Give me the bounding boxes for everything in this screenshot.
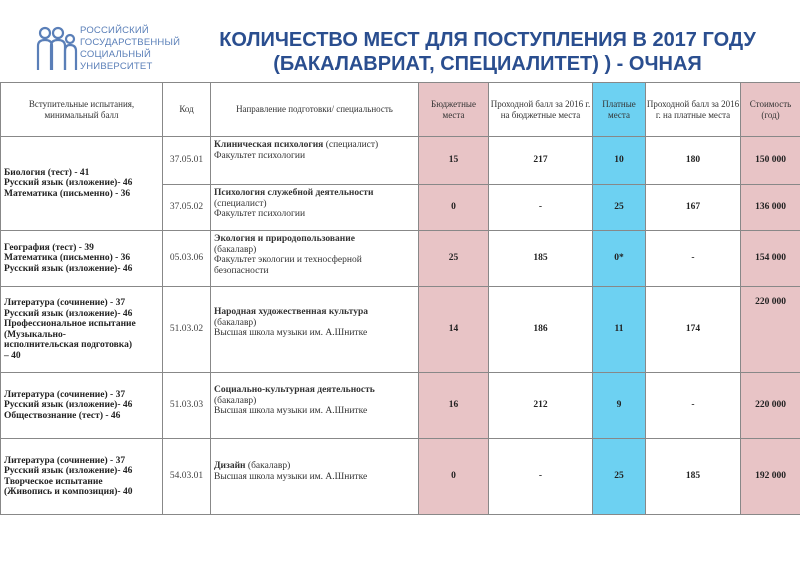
exam-cell: Литература (сочинение) - 37 Русский язык (изложение)- 46 Профессиональное испытание (Музыкально- исполнительская подготовка) – 40 (1, 287, 163, 373)
admission-table (0, 82, 800, 515)
cost-cell: 220 000 (741, 373, 800, 439)
cost-cell: 220 000 (741, 287, 800, 373)
col-paid-score: Проходной балл за 2016 г. на платные места (646, 83, 741, 137)
people-network-icon (32, 24, 82, 74)
budget-cell: 25 (419, 231, 489, 287)
table-row (1, 287, 800, 373)
col-paid: Платные места (593, 83, 646, 137)
col-cost: Стоимость (год) (741, 83, 800, 137)
budget-cell: 0 (419, 439, 489, 515)
direction-cell: Экология и природопользование (бакалавр) Факультет экологии и техносферной безопасности (211, 231, 419, 287)
code-cell: 37.05.01 (163, 137, 211, 185)
paid-cell: 0* (593, 231, 646, 287)
page-title: КОЛИЧЕСТВО МЕСТ ДЛЯ ПОСТУПЛЕНИЯ В 2017 ГОДУ (БАКАЛАВРИАТ, СПЕЦИАЛИТЕТ) ) - ОЧНАЯ (219, 29, 756, 75)
col-exams: Вступительные испытания, минимальный балл (1, 83, 163, 137)
budget-cell: 14 (419, 287, 489, 373)
budget-score-cell: 185 (489, 231, 593, 287)
paid-score-cell: - (646, 231, 741, 287)
exam-cell: Литература (сочинение) - 37 Русский язык (изложение)- 46 Обществознание (тест) - 46 (1, 373, 163, 439)
paid-cell: 9 (593, 373, 646, 439)
paid-score-cell: 185 (646, 439, 741, 515)
paid-score-cell: 167 (646, 185, 741, 231)
header-row (1, 83, 800, 137)
budget-score-cell: 212 (489, 373, 593, 439)
table-row (1, 439, 800, 515)
code-cell: 05.03.06 (163, 231, 211, 287)
university-name: РОССИЙСКИЙ ГОСУДАРСТВЕННЫЙ СОЦИАЛЬНЫЙ УНИВЕРСИТЕТ (80, 25, 181, 72)
budget-score-cell: - (489, 439, 593, 515)
col-direction: Направление подготовки/ специальность (211, 83, 419, 137)
budget-score-cell: 186 (489, 287, 593, 373)
budget-cell: 16 (419, 373, 489, 439)
cost-cell: 136 000 (741, 185, 800, 231)
paid-score-cell: - (646, 373, 741, 439)
paid-score-cell: 180 (646, 137, 741, 185)
col-code: Код (163, 83, 211, 137)
exam-cell: Биология (тест) - 41 Русский язык (изложение)- 46 Математика (письменно) - 36 (1, 137, 163, 231)
paid-score-cell: 174 (646, 287, 741, 373)
table-row (1, 231, 800, 287)
paid-cell: 25 (593, 439, 646, 515)
direction-cell: Клиническая психология (специалист) Факультет психологии (211, 137, 419, 185)
col-budget: Бюджетные места (419, 83, 489, 137)
budget-score-cell: 217 (489, 137, 593, 185)
budget-score-cell: - (489, 185, 593, 231)
paid-cell: 25 (593, 185, 646, 231)
paid-cell: 11 (593, 287, 646, 373)
exam-cell: Литература (сочинение) - 37 Русский язык (изложение)- 46 Творческое испытание (Живопись и композиция)- 40 (1, 439, 163, 515)
code-cell: 51.03.03 (163, 373, 211, 439)
code-cell: 37.05.02 (163, 185, 211, 231)
table-row (1, 137, 800, 185)
cost-cell: 150 000 (741, 137, 800, 185)
direction-cell: Народная художественная культура (бакалавр) Высшая школа музыки им. А.Шнитке (211, 287, 419, 373)
budget-cell: 0 (419, 185, 489, 231)
code-cell: 51.03.02 (163, 287, 211, 373)
budget-cell: 15 (419, 137, 489, 185)
table-row (1, 373, 800, 439)
exam-cell: География (тест) - 39 Математика (письменно) - 36 Русский язык (изложение)- 46 (1, 231, 163, 287)
header (0, 0, 800, 82)
direction-cell: Дизайн (бакалавр) Высшая школа музыки им. А.Шнитке (211, 439, 419, 515)
cost-cell: 154 000 (741, 231, 800, 287)
cost-cell: 192 000 (741, 439, 800, 515)
col-budget-score: Проходной балл за 2016 г. на бюджетные места (489, 83, 593, 137)
paid-cell: 10 (593, 137, 646, 185)
direction-cell: Психология служебной деятельности (специалист) Факультет психологии (211, 185, 419, 231)
code-cell: 54.03.01 (163, 439, 211, 515)
direction-cell: Социально-культурная деятельность (бакалавр) Высшая школа музыки им. А.Шнитке (211, 373, 419, 439)
